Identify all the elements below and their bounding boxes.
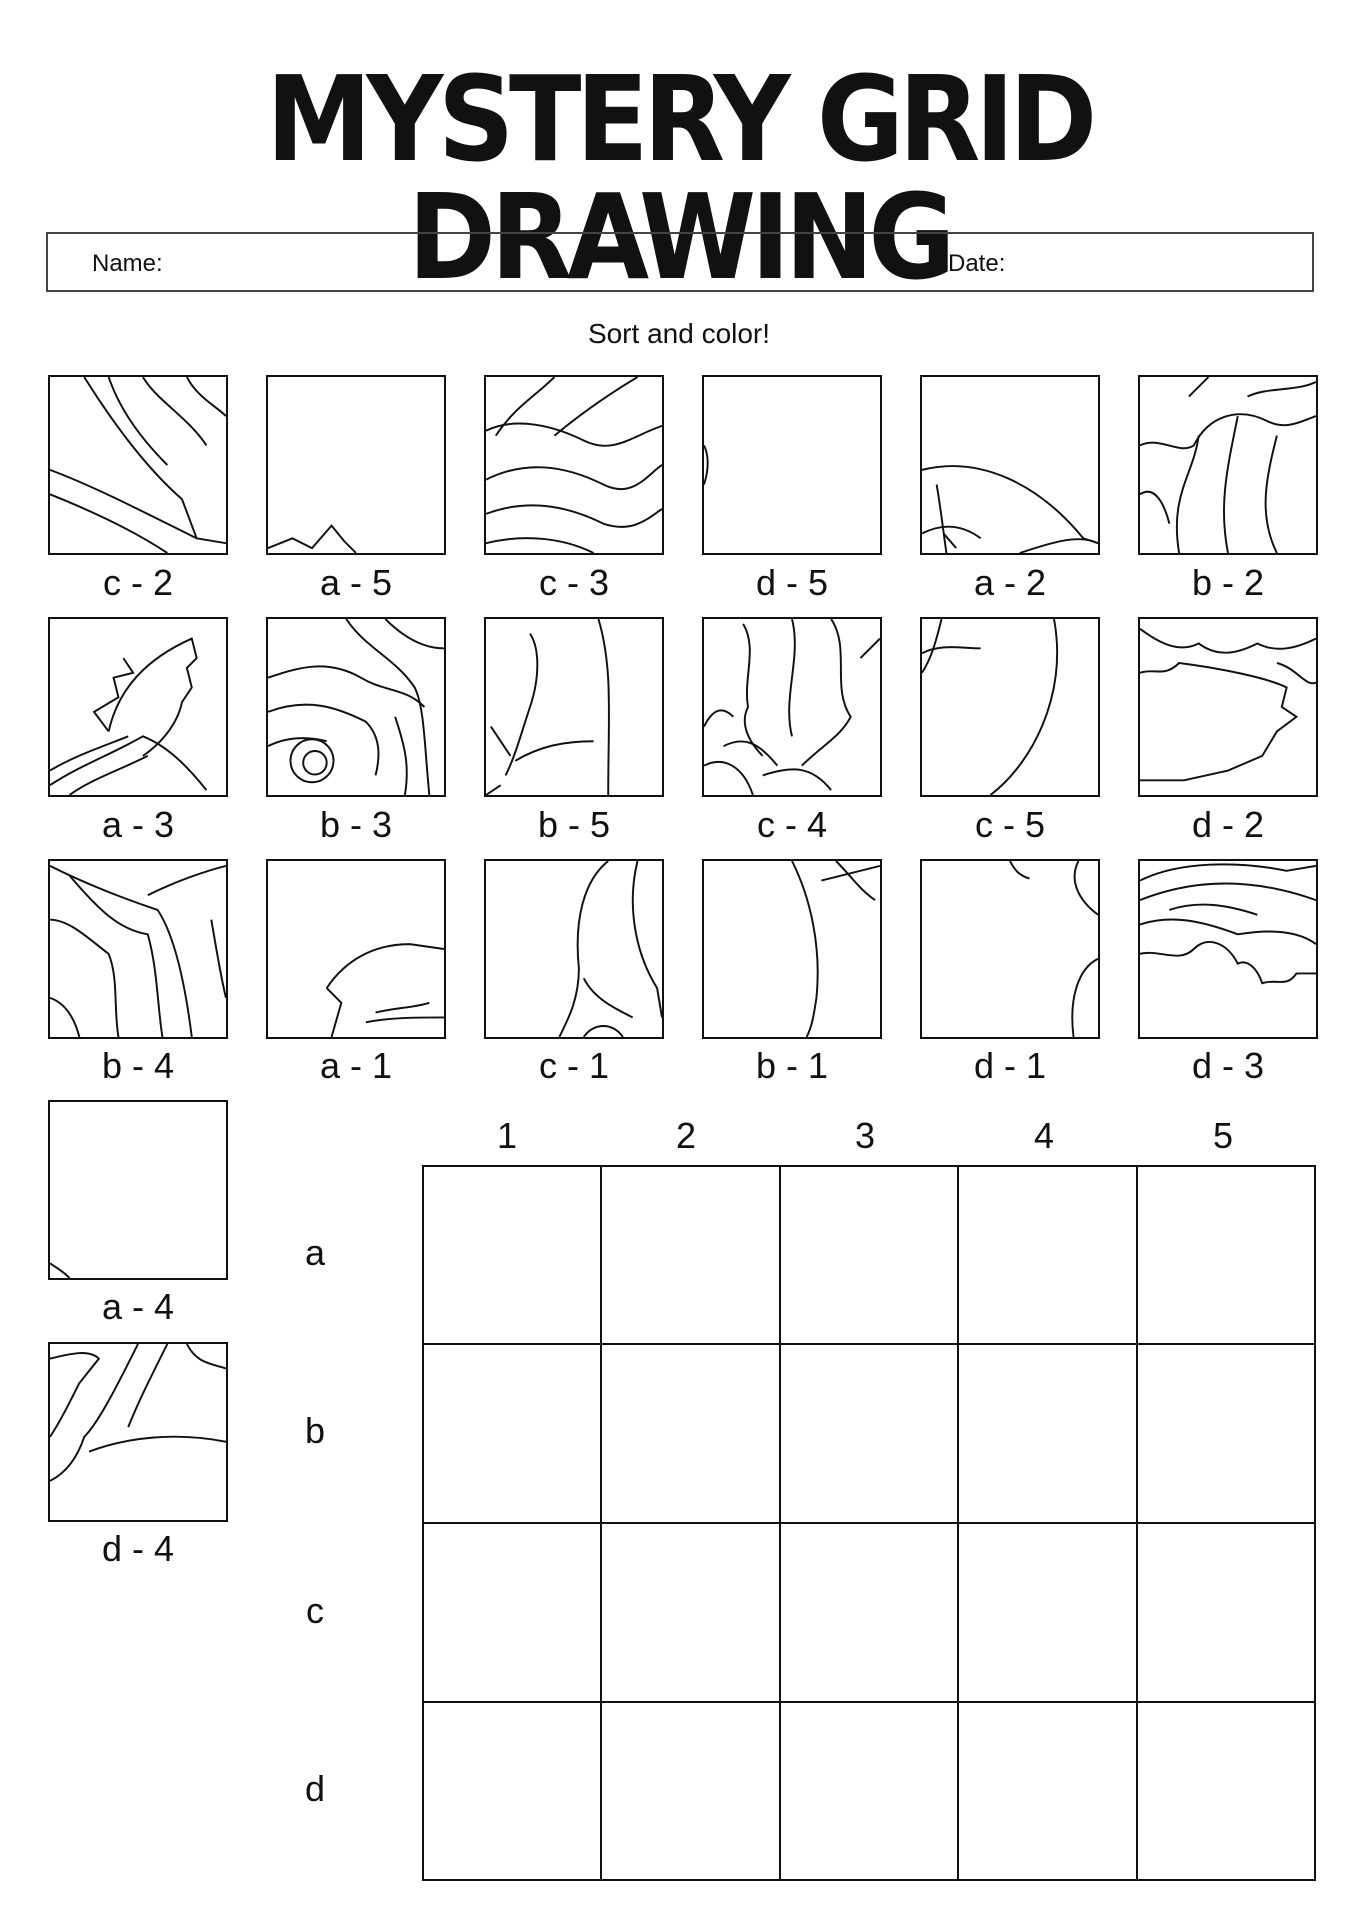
tile-c-3[interactable] bbox=[484, 375, 664, 555]
tile-c-2[interactable] bbox=[48, 375, 228, 555]
date-label: Date: bbox=[948, 250, 1006, 277]
name-date-box bbox=[46, 232, 1314, 292]
tile-label: c - 1 bbox=[538, 1045, 609, 1086]
column-header-4: 4 bbox=[1033, 1115, 1055, 1156]
tile-b-5[interactable] bbox=[484, 617, 664, 797]
tile-label: c - 3 bbox=[538, 562, 609, 603]
answer-grid[interactable] bbox=[422, 1165, 1316, 1881]
tile-label: a - 2 bbox=[973, 562, 1047, 603]
row-header-a: a bbox=[304, 1232, 326, 1273]
tile-label: b - 1 bbox=[755, 1045, 829, 1086]
tile-a-2[interactable] bbox=[920, 375, 1100, 555]
tile-label: b - 2 bbox=[1191, 562, 1265, 603]
tile-a-1[interactable] bbox=[266, 859, 446, 1039]
tile-label: b - 5 bbox=[537, 804, 611, 845]
tile-a-4[interactable] bbox=[48, 1100, 228, 1280]
tile-label: d - 5 bbox=[755, 562, 829, 603]
tile-d-1[interactable] bbox=[920, 859, 1100, 1039]
tile-d-4[interactable] bbox=[48, 1342, 228, 1522]
tile-label: a - 1 bbox=[319, 1045, 393, 1086]
tile-b-4[interactable] bbox=[48, 859, 228, 1039]
tile-b-2[interactable] bbox=[1138, 375, 1318, 555]
tile-label: c - 2 bbox=[102, 562, 173, 603]
tile-d-5[interactable] bbox=[702, 375, 882, 555]
tile-c-4[interactable] bbox=[702, 617, 882, 797]
tile-label: d - 4 bbox=[101, 1528, 175, 1569]
tile-label: b - 4 bbox=[101, 1045, 175, 1086]
tile-label: a - 4 bbox=[101, 1286, 175, 1327]
tile-b-1[interactable] bbox=[702, 859, 882, 1039]
column-header-5: 5 bbox=[1212, 1115, 1234, 1156]
column-header-1: 1 bbox=[496, 1115, 518, 1156]
tile-c-1[interactable] bbox=[484, 859, 664, 1039]
tile-label: a - 3 bbox=[101, 804, 175, 845]
tile-label: b - 3 bbox=[319, 804, 393, 845]
row-header-b: b bbox=[304, 1410, 326, 1451]
row-header-d: d bbox=[304, 1768, 326, 1809]
tile-a-5[interactable] bbox=[266, 375, 446, 555]
row-header-c: c bbox=[306, 1590, 324, 1631]
tile-b-3[interactable] bbox=[266, 617, 446, 797]
tile-label: c - 4 bbox=[756, 804, 827, 845]
tile-label: d - 2 bbox=[1191, 804, 1265, 845]
column-header-2: 2 bbox=[675, 1115, 697, 1156]
worksheet-title: MYSTERY GRID DRAWING bbox=[266, 50, 1092, 306]
tile-c-5[interactable] bbox=[920, 617, 1100, 797]
tile-a-3[interactable] bbox=[48, 617, 228, 797]
tile-d-3[interactable] bbox=[1138, 859, 1318, 1039]
name-label: Name: bbox=[92, 250, 163, 277]
tile-label: d - 3 bbox=[1191, 1045, 1265, 1086]
tile-label: c - 5 bbox=[974, 804, 1045, 845]
instructions: Sort and color! bbox=[587, 318, 771, 349]
tile-d-2[interactable] bbox=[1138, 617, 1318, 797]
tile-label: d - 1 bbox=[973, 1045, 1047, 1086]
column-header-3: 3 bbox=[854, 1115, 876, 1156]
tile-label: a - 5 bbox=[319, 562, 393, 603]
